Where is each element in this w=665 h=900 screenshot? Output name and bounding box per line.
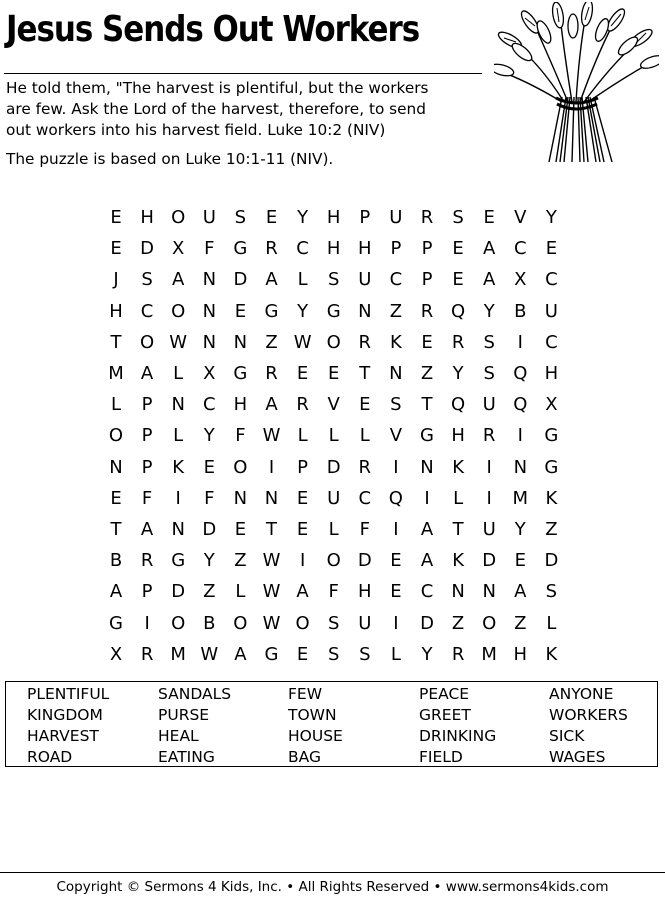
grid-letter: G (544, 425, 559, 447)
grid-letter: E (390, 550, 402, 572)
grid-letter: G (233, 238, 248, 260)
grid-letter: F (204, 238, 215, 260)
grid-letter: G (264, 643, 279, 665)
grid-letter: H (109, 300, 123, 322)
grid-letter: L (359, 425, 370, 447)
grid-letter: P (390, 238, 402, 260)
grid-letter: N (389, 363, 403, 384)
grid-letter: O (108, 425, 124, 447)
grid-letter: K (389, 331, 402, 353)
grid-letter: C (296, 238, 309, 260)
grid-letter: Q (513, 363, 528, 384)
grid-letter: W (200, 643, 219, 665)
grid-letter: N (202, 300, 217, 322)
grid-letter: E (421, 331, 433, 353)
grid-letter: C (514, 238, 527, 260)
word-list-item: EATING (158, 748, 215, 766)
grid-letter: L (110, 394, 122, 416)
page-footer (0, 872, 665, 900)
grid-letter: D (482, 550, 497, 572)
grid-letter: I (175, 487, 181, 509)
grid-letter: E (328, 363, 340, 384)
word-list-item: SICK (549, 727, 585, 745)
footer-divider (0, 872, 665, 873)
grid-letter: R (265, 238, 278, 260)
grid-letter: K (545, 487, 558, 509)
grid-letter: Z (265, 331, 278, 353)
grid-letter: P (359, 207, 371, 228)
grid-letter: I (393, 456, 399, 478)
grid-letter: L (297, 425, 308, 447)
grid-letter: O (171, 207, 186, 228)
word-list-item: FEW (288, 685, 323, 703)
word-list-item: KINGDOM (27, 706, 103, 724)
grid-letter: R (296, 394, 309, 416)
grid-letter: W (262, 581, 281, 603)
grid-letter: Y (421, 643, 433, 665)
grid-letter: M (481, 643, 497, 665)
grid-letter: U (202, 207, 216, 228)
grid-letter: A (140, 519, 154, 540)
grid-letter: O (171, 612, 186, 634)
grid-letter: L (173, 425, 184, 447)
grid-letter: D (202, 519, 217, 540)
grid-letter: G (544, 456, 559, 478)
grid-letter: N (482, 581, 496, 603)
word-list-item: TOWN (288, 706, 337, 724)
grid-letter: T (266, 519, 277, 540)
grid-letter: P (297, 456, 309, 478)
grid-letter: F (328, 581, 339, 603)
grid-letter: R (482, 425, 496, 447)
grid-letter: E (203, 456, 215, 478)
grid-letter: K (452, 456, 464, 478)
grid-letter: R (420, 300, 434, 322)
grid-letter: E (514, 550, 526, 572)
grid-letter: S (327, 612, 340, 634)
grid-letter: I (144, 612, 150, 634)
grid-letter: Z (420, 363, 434, 384)
grid-letter: U (544, 300, 558, 322)
grid-letter: N (202, 269, 217, 291)
grid-letter: W (293, 331, 312, 353)
grid-letter: R (358, 456, 372, 478)
grid-letter: O (295, 612, 310, 634)
grid-letter: L (546, 612, 557, 634)
grid-letter: H (358, 238, 372, 260)
grid-letter: I (517, 331, 523, 353)
grid-letter: H (358, 581, 372, 603)
grid-letter: A (420, 550, 434, 572)
grid-letter: O (233, 612, 248, 634)
grid-letter: Y (203, 550, 215, 572)
grid-letter: A (483, 238, 496, 260)
grid-letter: N (451, 581, 465, 603)
grid-letter: W (262, 550, 281, 572)
grid-letter: P (141, 394, 153, 416)
grid-letter: C (545, 331, 558, 353)
grid-letter: S (483, 363, 495, 384)
grid-letter: V (389, 425, 403, 447)
word-list-item: SANDALS (158, 685, 232, 703)
grid-letter: X (172, 238, 185, 260)
grid-letter: E (483, 207, 495, 228)
grid-letter: D (420, 612, 434, 634)
grid-letter: H (140, 207, 154, 228)
grid-letter: Y (203, 425, 215, 447)
grid-letter: U (358, 612, 372, 634)
grid-letter: J (113, 269, 119, 291)
grid-letter: D (544, 550, 559, 572)
grid-letter: T (359, 363, 371, 384)
grid-letter: W (262, 425, 281, 447)
grid-letter: M (512, 487, 529, 509)
grid-letter: X (514, 269, 527, 291)
word-list-item: DRINKING (419, 727, 497, 745)
grid-letter: F (359, 519, 370, 540)
grid-letter: W (262, 612, 281, 634)
grid-letter: C (420, 581, 434, 603)
grid-letter: D (171, 581, 186, 603)
grid-letter: Y (483, 300, 495, 322)
word-list-item: WORKERS (549, 706, 628, 724)
grid-letter: Z (514, 612, 527, 634)
puzzle-basis-note: The puzzle is based on Luke 10:1-11 (NIV). (6, 150, 334, 168)
grid-letter: X (203, 363, 216, 384)
grid-letter: I (393, 519, 399, 540)
word-list-item: HOUSE (288, 727, 343, 745)
grid-letter: Q (513, 394, 528, 416)
grid-letter: G (420, 425, 434, 447)
grid-letter: A (109, 581, 123, 603)
grid-letter: G (233, 363, 248, 384)
grid-letter: A (514, 581, 527, 603)
grid-letter: S (359, 643, 371, 665)
grid-letter: E (452, 238, 464, 260)
grid-letter: S (141, 269, 153, 291)
grid-letter: P (421, 269, 433, 291)
grid-letter: L (235, 581, 246, 603)
grid-letter: K (452, 550, 464, 572)
grid-letter: O (326, 550, 341, 572)
grid-letter: V (327, 394, 340, 416)
grid-letter: Z (451, 612, 465, 634)
grid-letter: P (141, 581, 153, 603)
grid-letter: D (357, 550, 372, 572)
grid-letter: Z (203, 581, 216, 603)
grid-letter: M (108, 363, 124, 384)
grid-letter: E (296, 487, 309, 509)
grid-letter: F (204, 487, 215, 509)
grid-letter: L (390, 643, 401, 665)
grid-letter: M (170, 643, 186, 665)
word-list-item: PLENTIFUL (27, 685, 110, 703)
word-list-item: HARVEST (27, 727, 99, 745)
grid-letter: N (358, 300, 372, 322)
grid-letter: R (420, 207, 434, 228)
grid-letter: K (545, 643, 558, 665)
grid-letter: O (171, 300, 186, 322)
grid-letter: E (110, 238, 122, 260)
grid-letter: A (265, 394, 278, 416)
grid-letter: L (328, 519, 339, 540)
grid-letter: T (421, 394, 433, 416)
word-list-item: BAG (288, 748, 321, 766)
grid-letter: E (359, 394, 371, 416)
grid-letter: Z (545, 519, 558, 540)
grid-letter: N (233, 331, 248, 353)
grid-letter: A (234, 643, 247, 665)
grid-letter: U (482, 519, 496, 540)
grid-letter: V (514, 207, 527, 228)
grid-letter: A (265, 269, 278, 291)
grid-letter: R (140, 643, 154, 665)
word-list-item: HEAL (158, 727, 199, 745)
grid-letter: F (141, 487, 153, 509)
word-list-box (5, 681, 658, 767)
grid-letter: X (109, 643, 123, 665)
copyright-text: Copyright © Sermons 4 Kids, Inc. • All Rights Reserved • www.sermons4kids.com (56, 879, 609, 895)
grid-letter: S (327, 643, 340, 665)
grid-letter: P (421, 238, 433, 260)
grid-letter: D (326, 456, 341, 478)
word-list-item: PEACE (419, 685, 470, 703)
grid-letter: A (483, 269, 496, 291)
grid-letter: H (326, 207, 341, 228)
grid-letter: Y (297, 207, 309, 228)
grid-letter: G (326, 300, 341, 322)
quote-line: out workers into his harvest field. Luke 10:2 (NIV) (6, 121, 386, 139)
grid-letter: C (140, 300, 154, 322)
grid-letter: Q (451, 300, 466, 322)
grid-letter: O (326, 331, 341, 353)
quote-line: He told them, "The harvest is plentiful, but the workers (6, 79, 429, 97)
grid-letter: E (296, 363, 309, 384)
grid-letter: O (140, 331, 155, 353)
grid-letter: F (235, 425, 246, 447)
grid-letter: R (451, 331, 465, 353)
grid-letter: K (172, 456, 185, 478)
grid-letter: I (517, 425, 523, 447)
grid-letter: S (234, 207, 247, 228)
grid-letter: Y (297, 300, 309, 322)
grid-letter: D (140, 238, 155, 260)
grid-letter: D (233, 269, 248, 291)
grid-letter: Q (451, 394, 466, 416)
grid-letter: N (202, 331, 217, 353)
grid-letter: X (545, 394, 558, 416)
grid-letter: B (514, 300, 527, 322)
grid-letter: B (109, 550, 123, 572)
grid-letter: T (110, 519, 122, 540)
grid-letter: H (326, 238, 341, 260)
grid-letter: E (545, 238, 558, 260)
grid-letter: A (140, 363, 154, 384)
grid-letter: N (109, 456, 123, 478)
grid-letter: S (390, 394, 402, 416)
word-list-item: WAGES (549, 748, 606, 766)
grid-letter: E (452, 269, 464, 291)
grid-letter: R (265, 363, 278, 384)
grid-letter: N (171, 519, 185, 540)
grid-letter: C (358, 487, 372, 509)
grid-letter: A (420, 519, 434, 540)
grid-letter: N (264, 487, 279, 509)
grid-letter: G (109, 612, 123, 634)
page-title: Jesus Sends Out Workers (6, 9, 420, 50)
grid-letter: S (545, 581, 558, 603)
grid-letter: W (169, 331, 188, 353)
grid-letter: N (233, 487, 248, 509)
grid-letter: E (296, 643, 309, 665)
grid-letter: G (171, 550, 186, 572)
grid-letter: L (328, 425, 339, 447)
word-list-item: PURSE (158, 706, 210, 724)
grid-letter: L (453, 487, 464, 509)
grid-letter: U (389, 207, 403, 228)
grid-letter: H (513, 643, 528, 665)
grid-letter: E (390, 581, 402, 603)
word-list-item: ROAD (27, 748, 73, 766)
grid-letter: R (451, 643, 465, 665)
grid-letter: H (233, 394, 248, 416)
grid-letter: T (110, 331, 122, 353)
grid-letter: U (482, 394, 496, 416)
grid-letter: I (268, 456, 275, 478)
grid-letter: R (358, 331, 372, 353)
grid-letter: N (513, 456, 528, 478)
grid-letter: H (451, 425, 465, 447)
grid-letter: U (358, 269, 372, 291)
grid-letter: I (393, 612, 399, 634)
grid-letter: G (264, 300, 279, 322)
grid-letter: B (203, 612, 216, 634)
grid-letter: O (233, 456, 248, 478)
grid-letter: Z (234, 550, 247, 572)
grid-letter: Q (388, 487, 403, 509)
grid-letter: C (545, 269, 558, 291)
word-list-item: GREET (419, 706, 471, 724)
quote-line: are few. Ask the Lord of the harvest, therefore, to send (6, 100, 426, 118)
grid-letter: Y (514, 519, 526, 540)
grid-letter: S (483, 331, 495, 353)
grid-letter: L (173, 363, 184, 384)
grid-letter: Z (389, 300, 403, 322)
grid-letter: H (544, 363, 559, 384)
word-list-item: ANYONE (549, 685, 614, 703)
grid-letter: R (140, 550, 154, 572)
grid-letter: S (452, 207, 464, 228)
grid-letter: U (327, 487, 341, 509)
grid-letter: N (420, 456, 434, 478)
grid-letter: O (482, 612, 497, 634)
grid-letter: A (296, 581, 309, 603)
grid-letter: S (327, 269, 340, 291)
grid-letter: P (141, 456, 153, 478)
grid-letter: E (296, 519, 309, 540)
grid-letter: E (110, 487, 122, 509)
grid-letter: T (452, 519, 464, 540)
grid-letter: Y (545, 207, 557, 228)
grid-letter: Y (452, 363, 464, 384)
grid-letter: E (265, 207, 278, 228)
grid-letter: P (141, 425, 153, 447)
grid-letter: E (110, 207, 122, 228)
grid-letter: I (486, 487, 492, 509)
grid-letter: I (486, 456, 492, 478)
grid-letter: I (299, 550, 306, 572)
grid-letter: E (234, 519, 247, 540)
grid-letter: N (171, 394, 185, 416)
grid-letter: L (297, 269, 308, 291)
grid-letter: E (234, 300, 247, 322)
grid-letter: A (172, 269, 185, 291)
grid-letter: I (424, 487, 430, 509)
grid-letter: C (203, 394, 216, 416)
grid-letter: C (389, 269, 403, 291)
word-list-item: FIELD (419, 748, 463, 766)
